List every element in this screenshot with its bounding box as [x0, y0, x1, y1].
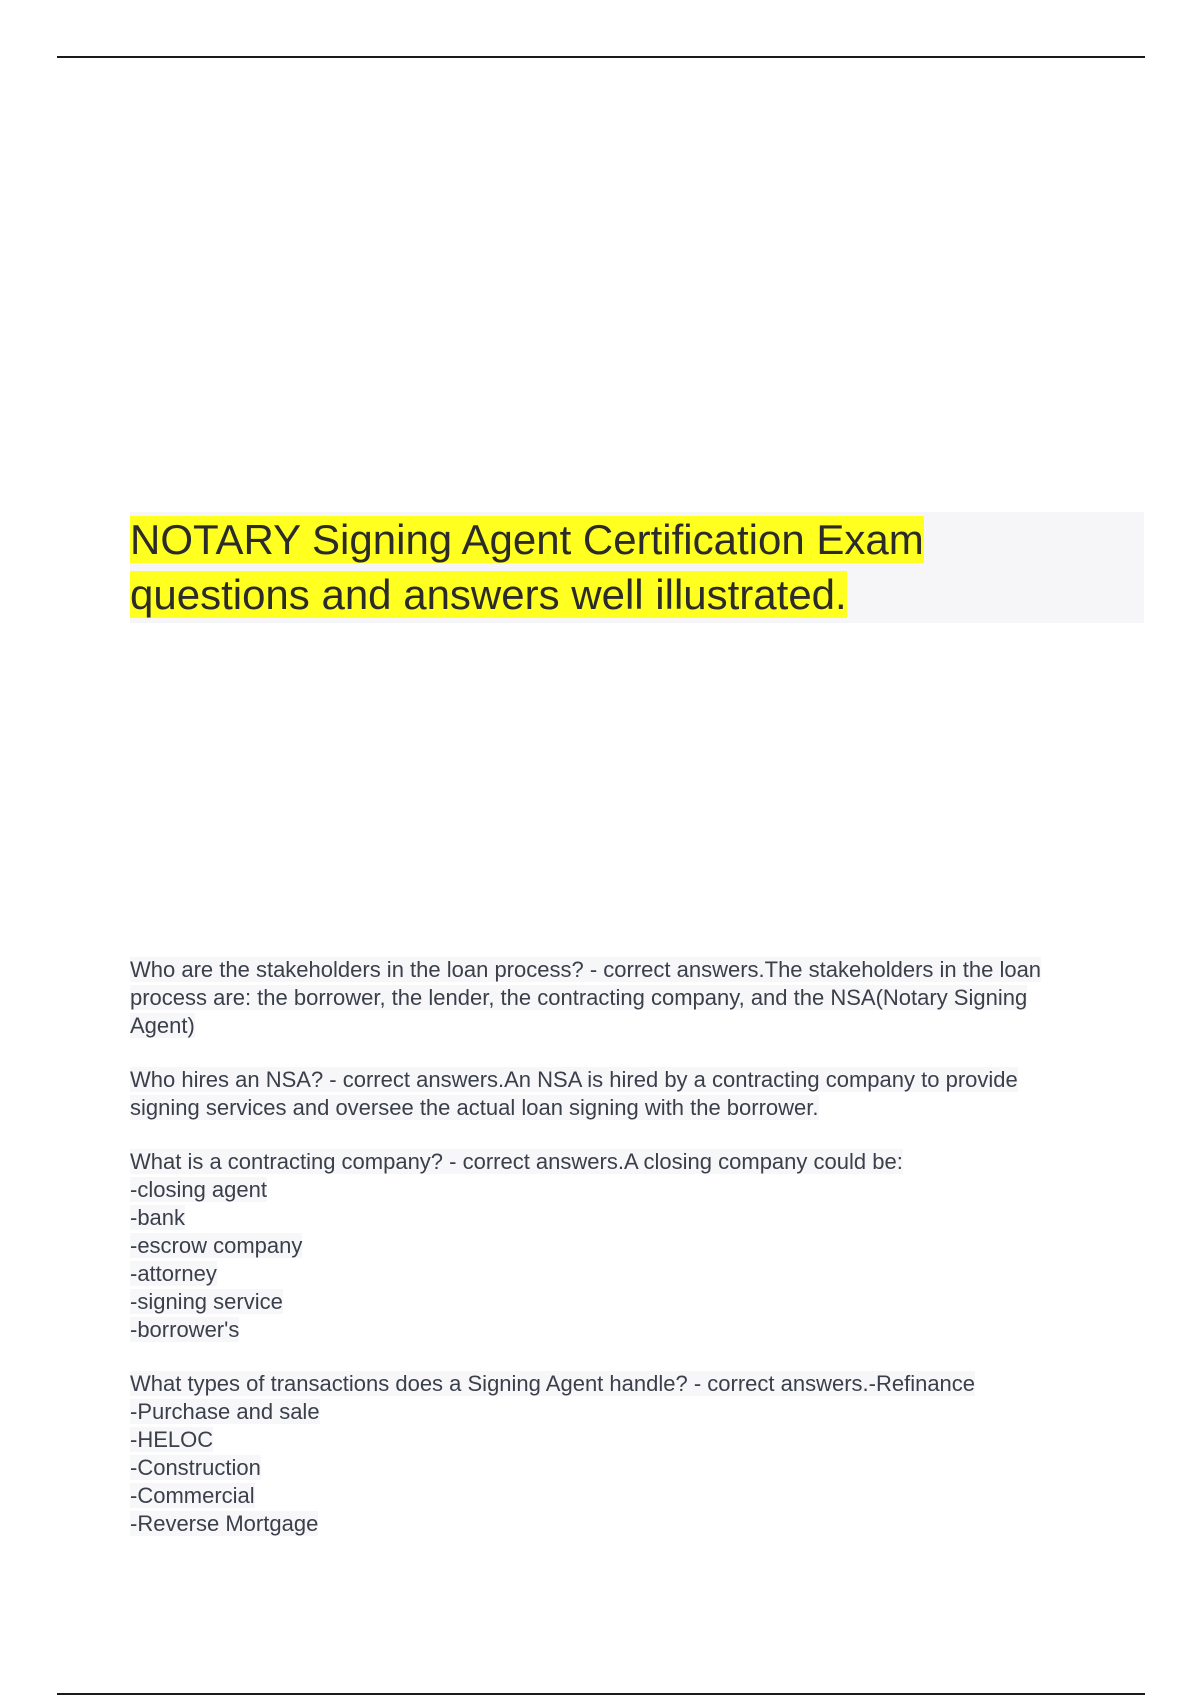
qa-list-item: -Construction [130, 1455, 261, 1480]
title-line-1: NOTARY Signing Agent Certification Exam [130, 516, 924, 563]
qa-text-line: Agent) [130, 1013, 195, 1038]
qa-item-transaction-types [130, 1370, 1144, 1538]
qa-list-item: -signing service [130, 1289, 283, 1314]
qa-list-item: -Commercial [130, 1483, 255, 1508]
qa-list-item: -attorney [130, 1261, 217, 1286]
qa-item-contracting-company [130, 1148, 1144, 1344]
qa-text-line: Who are the stakeholders in the loan process? - correct answers.The stakeholders in the loan [130, 957, 1042, 982]
qa-text-line: What is a contracting company? - correct answers.A closing company could be: [130, 1149, 903, 1174]
qa-list-item: -HELOC [130, 1427, 214, 1452]
qa-list-item: -Reverse Mortgage [130, 1511, 319, 1536]
bottom-rule [57, 1693, 1145, 1695]
qa-list-item: -closing agent [130, 1177, 267, 1202]
qa-list-item: -Purchase and sale [130, 1399, 320, 1424]
qa-list-item: -borrower's [130, 1317, 240, 1342]
qa-text-line: What types of transactions does a Signing Agent handle? - correct answers.-Refinance [130, 1371, 976, 1396]
top-rule [57, 56, 1145, 58]
document-title-block [130, 512, 1144, 623]
qa-text-line: process are: the borrower, the lender, the contracting company, and the NSA(Notary Signing [130, 985, 1028, 1010]
qa-list [130, 956, 1144, 1564]
qa-item-stakeholders [130, 956, 1144, 1040]
qa-text-line: signing services and oversee the actual loan signing with the borrower. [130, 1095, 819, 1120]
qa-item-who-hires-nsa [130, 1066, 1144, 1122]
qa-list-item: -bank [130, 1205, 186, 1230]
document-title [130, 512, 1144, 622]
qa-list-item: -escrow company [130, 1233, 303, 1258]
title-line-2: questions and answers well illustrated. [130, 571, 847, 618]
qa-text-line: Who hires an NSA? - correct answers.An NSA is hired by a contracting company to provide [130, 1067, 1018, 1092]
